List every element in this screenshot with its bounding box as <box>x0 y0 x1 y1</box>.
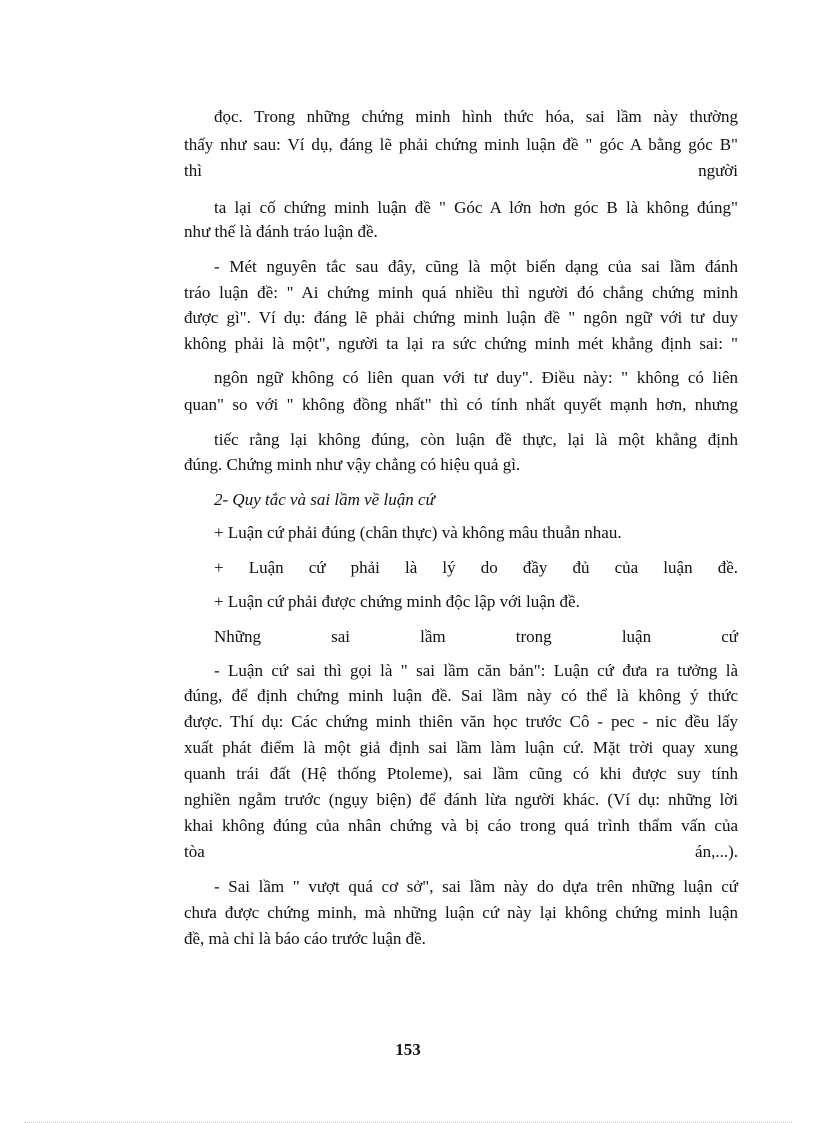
text-line: như thế là đánh tráo luận đề. <box>184 222 378 241</box>
text-line: - Sai lầm " vượt quá cơ sở", sai lầm này do dựa trên những luận cứ <box>214 877 738 896</box>
text-line: khai không đúng của nhân chứng và bị cáo trong quá trình thẩm vấn của <box>184 816 738 835</box>
text-line: chưa được chứng minh, mà những luận cứ này lại không chứng minh luận <box>184 903 738 922</box>
text-line: nghiền ngẫm trước (ngụy biện) để đánh lừa người khác. (Ví dụ: những lời <box>184 790 738 809</box>
list-item: + Luận cứ phải được chứng minh độc lập với luận đề. <box>214 592 580 611</box>
subheading: Những sai lầm trong luận cứ <box>214 627 738 646</box>
list-item: + Luận cứ phải đúng (chân thực) và không mâu thuẫn nhau. <box>214 523 622 542</box>
text-line: được. Thí dụ: Các chứng minh thiên văn học trước Cô - pec - nic đều lấy <box>184 712 738 731</box>
text-line: tòa án,...). <box>184 842 738 861</box>
text-line: đọc. Trong những chứng minh hình thức hóa, sai lầm này thường <box>214 107 738 126</box>
text-line: quanh trái đất (Hệ thống Ptoleme), sai lầm cũng có khi được suy tính <box>184 764 738 783</box>
text-line: xuất phát điểm là một giả định sai lầm làm luận cứ. Mặt trời quay xung <box>184 738 738 757</box>
text-line: đúng. Chứng minh như vậy chẳng có hiệu quả gì. <box>184 455 521 474</box>
text-line: ta lại cố chứng minh luận đề " Góc A lớn hơn góc B là không đúng" <box>214 198 738 217</box>
section-heading: 2- Quy tắc và sai lầm về luận cứ <box>214 490 435 509</box>
text-line: được gì". Ví dụ: đáng lẽ phải chứng minh luận đề " ngôn ngữ với tư duy <box>184 308 738 327</box>
text-line: đề, mà chỉ là báo cáo trước luận đề. <box>184 929 426 948</box>
text-line: tiếc rằng lại không đúng, còn luận đề thực, lại là một khẳng định <box>214 430 738 449</box>
text-line: tráo luận đề: " Ai chứng minh quá nhiều thì người đó chẳng chứng minh <box>184 283 738 302</box>
text-line: đúng, để định chứng minh luận đề. Sai lầm này có thể là không ý thức <box>184 686 738 705</box>
text-line: - Mét nguyên tắc sau đây, cũng là một biến dạng của sai lầm đánh <box>214 257 738 276</box>
page-number: 153 <box>395 1040 421 1059</box>
text-line: không phải là một", người ta lại ra sức chứng minh mét khẳng định sai: " <box>184 334 738 353</box>
text-line: thấy như sau: Ví dụ, đáng lẽ phải chứng minh luận đề " góc A bằng góc B" <box>184 135 738 154</box>
text-line: - Luận cứ sai thì gọi là " sai lầm căn bản": Luận cứ đưa ra tưởng là <box>214 661 738 680</box>
list-item: + Luận cứ phải là lý do đầy đủ của luận đề. <box>214 558 738 577</box>
text-line: thì người <box>184 161 738 180</box>
text-line: ngôn ngữ không có liên quan với tư duy". Điều này: " không có liên <box>214 368 738 387</box>
text-line: quan" so với " không đồng nhất" thì có tính nhất quyết mạnh hơn, nhưng <box>184 395 738 414</box>
